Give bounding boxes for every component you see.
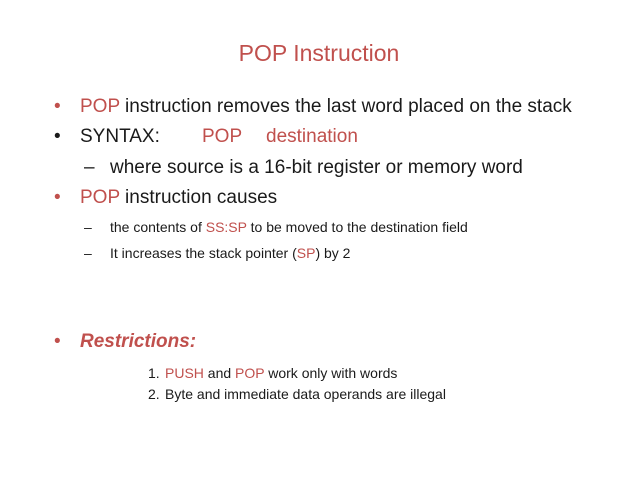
item-number: 1. bbox=[148, 365, 160, 381]
syntax-operand: destination bbox=[266, 126, 358, 147]
restrictions-label: Restrictions: bbox=[80, 331, 197, 352]
syntax-sub bbox=[84, 156, 523, 180]
slide-title: POP Instruction bbox=[238, 40, 400, 66]
bullet-marker: • bbox=[54, 96, 61, 117]
syntax-label: SYNTAX: bbox=[80, 126, 160, 147]
bullet-syntax bbox=[54, 125, 358, 149]
item-post: work only with words bbox=[264, 365, 398, 381]
sub2-pre: It increases the stack pointer ( bbox=[110, 245, 297, 261]
bullet-pop-causes bbox=[54, 186, 277, 210]
restriction-item-1 bbox=[148, 364, 397, 382]
bullet-pop-removes bbox=[54, 95, 572, 119]
bullet-text: instruction causes bbox=[119, 187, 278, 208]
sub2-reg: SP bbox=[296, 245, 316, 261]
pop-keyword: POP bbox=[235, 365, 265, 381]
pop-keyword: POP bbox=[80, 187, 120, 208]
dash-marker: – bbox=[84, 245, 92, 261]
dash-marker: – bbox=[84, 157, 95, 178]
bullet-marker: • bbox=[54, 126, 61, 147]
dash-marker: – bbox=[84, 219, 92, 235]
bullet-text: instruction removes the last word placed on the stack bbox=[119, 96, 572, 117]
sub1-reg: SS:SP bbox=[205, 219, 247, 235]
restriction-item-2 bbox=[148, 385, 446, 403]
bullet-marker: • bbox=[54, 331, 61, 352]
syntax-op: POP bbox=[202, 126, 243, 147]
causes-sub-2 bbox=[84, 244, 350, 262]
item-text: Byte and immediate data operands are illegal bbox=[165, 386, 446, 402]
push-keyword: PUSH bbox=[165, 365, 204, 381]
item-mid: and bbox=[203, 365, 236, 381]
sub1-pre: the contents of bbox=[110, 219, 206, 235]
bullet-restrictions bbox=[54, 330, 196, 354]
sub2-post: ) by 2 bbox=[315, 245, 351, 261]
item-number: 2. bbox=[148, 386, 160, 402]
sub1-post: to be moved to the destination field bbox=[246, 219, 468, 235]
bullet-marker: • bbox=[54, 187, 61, 208]
pop-keyword: POP bbox=[80, 96, 120, 117]
syntax-sub-text: where source is a 16-bit register or memory word bbox=[110, 157, 523, 178]
causes-sub-1 bbox=[84, 218, 468, 236]
